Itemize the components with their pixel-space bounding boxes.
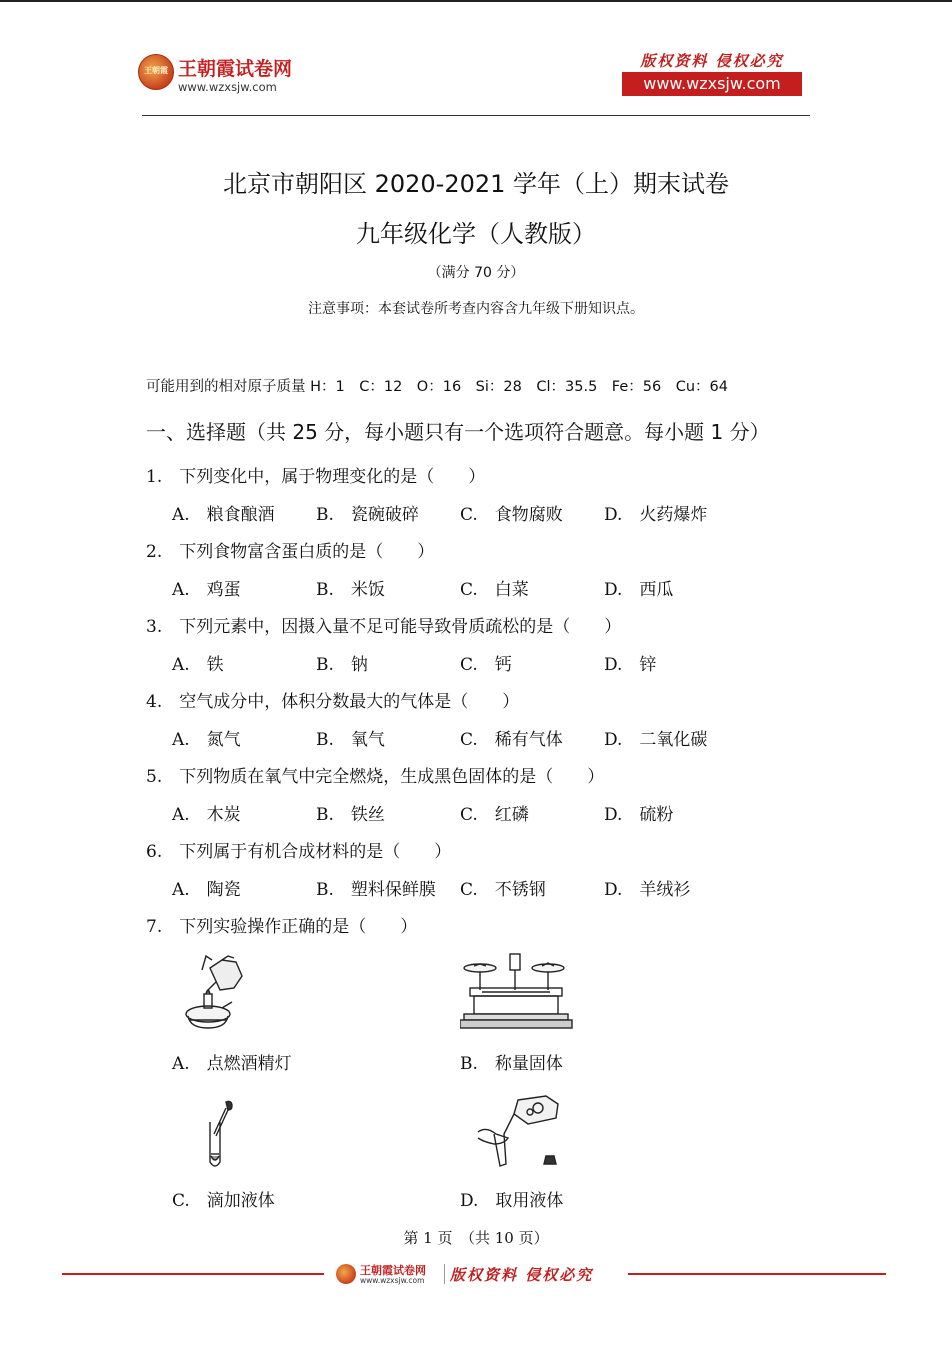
footer-logo-name: 王朝霞试卷网	[360, 1264, 426, 1277]
q2-option-d: D. 西瓜	[604, 580, 674, 600]
q6-option-c: C. 不锈钢	[460, 880, 546, 900]
q5-option-c: C. 红磷	[460, 805, 529, 825]
footer-rule-right	[628, 1273, 886, 1275]
question-7: 7. 下列实验操作正确的是（ ）	[146, 917, 418, 937]
q3-option-c: C. 钙	[460, 655, 512, 675]
q7-option-d: D. 取用液体	[460, 1191, 564, 1211]
url-badge[interactable]: www.wzxsjw.com	[622, 72, 802, 96]
q2-option-c: C. 白菜	[460, 580, 529, 600]
brand-logo[interactable]	[138, 52, 308, 96]
question-4: 4. 空气成分中，体积分数最大的气体是（ ）	[146, 692, 520, 712]
seal-icon	[138, 54, 174, 90]
footer-logo[interactable]	[336, 1262, 446, 1286]
section-heading: 一、选择题（共 25 分，每小题只有一个选项符合题意。每小题 1 分）	[146, 420, 770, 444]
dropper-figure	[202, 1100, 236, 1170]
q1-option-d: D. 火药爆炸	[604, 505, 708, 525]
q2-option-a: A. 鸡蛋	[172, 580, 241, 600]
q7-option-b: B. 称量固体	[460, 1054, 563, 1074]
q4-option-d: D. 二氧化碳	[604, 730, 708, 750]
exam-note: 注意事项：本套试卷所考查内容含九年级下册知识点。	[308, 301, 644, 317]
footer-rights: 版权资料 侵权必究	[450, 1266, 594, 1284]
alcohol-lamp-figure	[182, 954, 262, 1034]
full-score: （满分 70 分）	[427, 265, 525, 281]
q6-option-a: A. 陶瓷	[172, 880, 241, 900]
q4-option-c: C. 稀有气体	[460, 730, 563, 750]
question-6: 6. 下列属于有机合成材料的是（ ）	[146, 842, 452, 862]
q6-option-d: D. 羊绒衫	[604, 880, 691, 900]
question-3: 3. 下列元素中，因摄入量不足可能导致骨质疏松的是（ ）	[146, 617, 622, 637]
atomic-masses: 可能用到的相对原子质量 H：1 C：12 O：16 Si：28 Cl：35.5 Fe：56 Cu：64	[146, 379, 728, 395]
q4-option-a: A. 氮气	[172, 730, 241, 750]
logo-name: 王朝霞试卷网	[178, 58, 293, 80]
page-number: 第 1 页 （共 10 页）	[403, 1229, 549, 1247]
footer-rule-left	[62, 1273, 324, 1275]
logo-url: www.wzxsjw.com	[178, 80, 277, 94]
question-5: 5. 下列物质在氧气中完全燃烧，生成黑色固体的是（ ）	[146, 767, 605, 787]
q7-option-c: C. 滴加液体	[172, 1191, 275, 1211]
q3-option-d: D. 锌	[604, 655, 657, 675]
q6-option-b: B. 塑料保鲜膜	[316, 880, 436, 900]
q5-option-a: A. 木炭	[172, 805, 241, 825]
balance-figure	[460, 950, 576, 1032]
header-divider	[142, 115, 810, 116]
question-1: 1. 下列变化中，属于物理变化的是（ ）	[146, 467, 486, 487]
q4-option-b: B. 氧气	[316, 730, 385, 750]
pouring-liquid-figure	[474, 1094, 570, 1174]
exam-subtitle: 九年级化学（人教版）	[356, 220, 596, 248]
q5-option-b: B. 铁丝	[316, 805, 385, 825]
seal-text: 王朝霞	[144, 65, 168, 75]
q3-option-a: A. 铁	[172, 655, 224, 675]
exam-title: 北京市朝阳区 2020-2021 学年（上）期末试卷	[222, 170, 730, 198]
question-2: 2. 下列食物富含蛋白质的是（ ）	[146, 542, 435, 562]
q1-option-a: A. 粮食酿酒	[172, 505, 275, 525]
footer-logo-url: www.wzxsjw.com	[360, 1276, 425, 1285]
top-border	[0, 0, 952, 2]
rights-notice: 版权资料 侵权必究	[640, 52, 784, 70]
q2-option-b: B. 米饭	[316, 580, 385, 600]
q1-option-b: B. 瓷碗破碎	[316, 505, 419, 525]
footer-separator	[444, 1264, 445, 1284]
q1-option-c: C. 食物腐败	[460, 505, 563, 525]
q7-option-a: A. 点燃酒精灯	[172, 1054, 292, 1074]
q5-option-d: D. 硫粉	[604, 805, 674, 825]
footer-seal-icon	[336, 1264, 356, 1284]
q3-option-b: B. 钠	[316, 655, 368, 675]
